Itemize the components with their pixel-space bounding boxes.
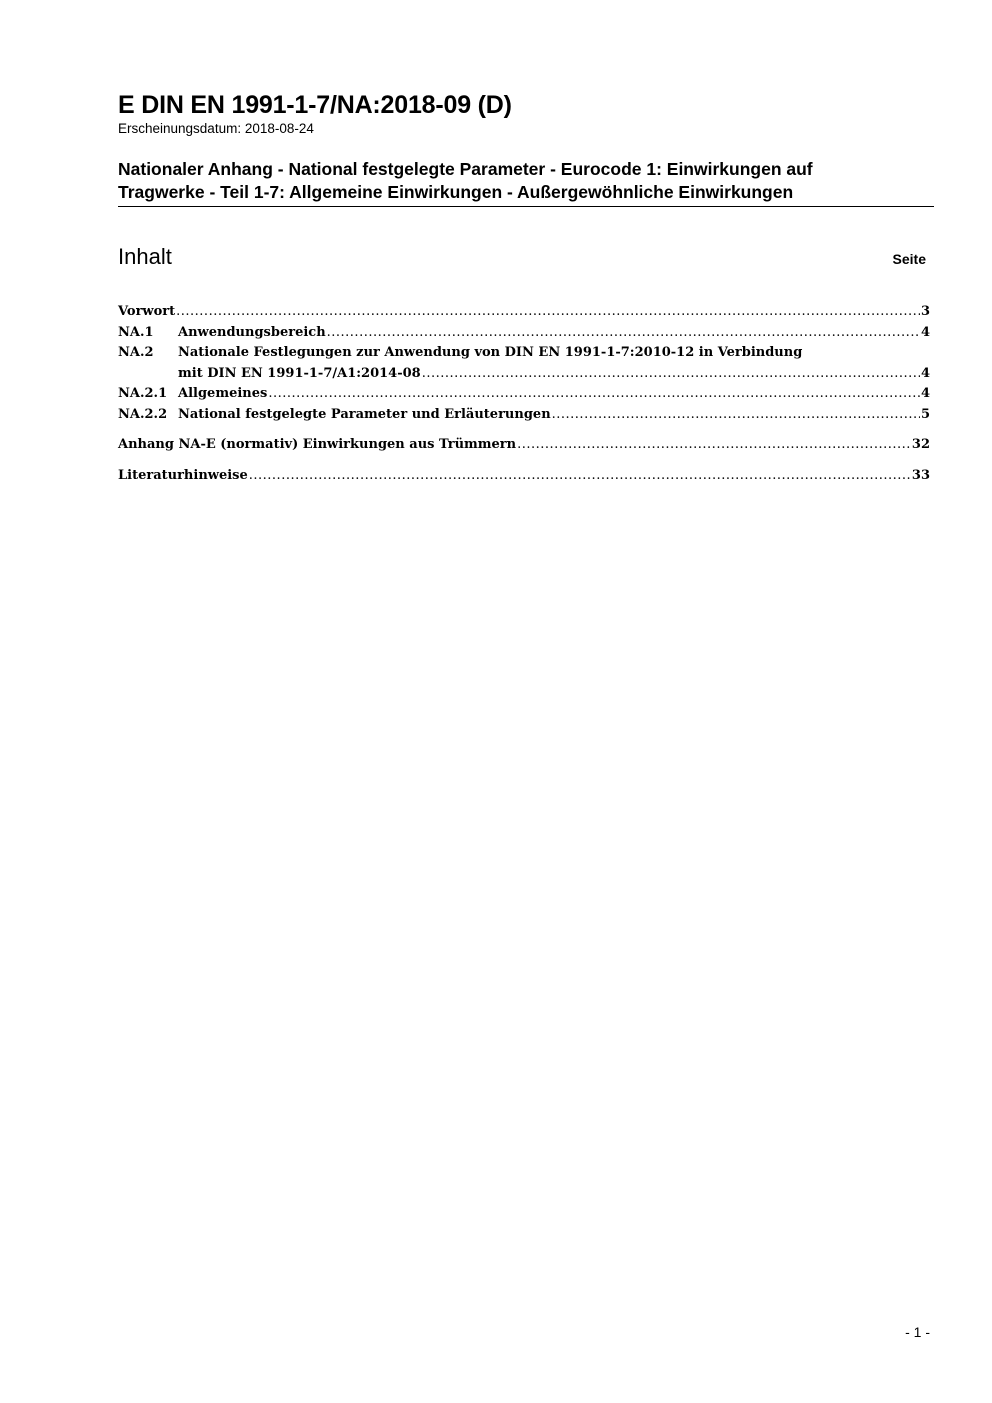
toc-leader-dots bbox=[422, 364, 920, 385]
toc-entry-number: NA.1 bbox=[118, 324, 154, 340]
toc-entry-text: National festgelegte Parameter und Erläuterungen bbox=[178, 406, 551, 422]
toc-entry-text: Anwendungsbereich bbox=[178, 324, 326, 340]
toc-entry-anhang-na-e[interactable] bbox=[118, 435, 930, 456]
toc-entry-page: 5 bbox=[920, 406, 930, 422]
toc-entry-text: Anhang NA-E (normativ) Einwirkungen aus Trümmern bbox=[118, 437, 517, 452]
toc-entry-text-continued: mit DIN EN 1991-1-7/A1:2014-08 bbox=[178, 365, 421, 381]
document-title: E DIN EN 1991-1-7/NA:2018-09 (D) bbox=[118, 91, 512, 119]
toc-entry-na-2-1[interactable] bbox=[118, 384, 930, 405]
toc-entry-text: Vorwort bbox=[118, 304, 176, 319]
toc-entry-number: NA.2 bbox=[118, 345, 154, 360]
toc-entry-page: 32 bbox=[911, 437, 930, 452]
document-subtitle bbox=[118, 158, 934, 207]
toc-entry-na-2[interactable] bbox=[118, 343, 930, 384]
toc-spacer bbox=[118, 425, 930, 435]
toc-entry-text: Nationale Festlegungen zur Anwendung von DIN EN 1991-1-7:2010-12 in Verbindung bbox=[178, 345, 803, 360]
toc-heading bbox=[118, 244, 926, 270]
toc-leader-dots bbox=[249, 466, 911, 487]
toc-entry-na-1[interactable] bbox=[118, 323, 930, 344]
toc-leader-dots bbox=[517, 435, 911, 456]
toc-leader-dots bbox=[176, 302, 920, 323]
toc-leader-dots bbox=[552, 405, 920, 426]
toc-spacer bbox=[118, 456, 930, 466]
toc-entry-page: 33 bbox=[911, 467, 930, 483]
toc-page-label: Seite bbox=[892, 251, 926, 267]
toc-entry-page: 4 bbox=[920, 365, 930, 381]
document-header bbox=[118, 90, 934, 137]
toc-entry-na-2-2[interactable] bbox=[118, 405, 930, 426]
subtitle-line-2: Tragwerke - Teil 1-7: Allgemeine Einwirkungen - Außergewöhnliche Einwirkungen bbox=[118, 182, 794, 202]
toc-entry-page: 4 bbox=[920, 324, 930, 340]
toc-leader-dots bbox=[268, 384, 920, 405]
toc-entry-literaturhinweise[interactable] bbox=[118, 466, 930, 487]
publication-date: Erscheinungsdatum: 2018-08-24 bbox=[118, 121, 314, 136]
toc-entry-page: 4 bbox=[920, 386, 930, 401]
table-of-contents bbox=[118, 302, 930, 486]
toc-title: Inhalt bbox=[118, 244, 172, 269]
toc-entry-number: NA.2.1 bbox=[118, 386, 168, 401]
toc-leader-dots bbox=[327, 323, 920, 344]
toc-entry-number: NA.2.2 bbox=[118, 406, 168, 422]
subtitle-line-1: Nationaler Anhang - National festgelegte Parameter - Eurocode 1: Einwirkungen auf bbox=[118, 159, 813, 179]
toc-entry-text: Literaturhinweise bbox=[118, 467, 248, 483]
toc-entry-text: Allgemeines bbox=[178, 386, 268, 401]
page-number: - 1 - bbox=[905, 1324, 930, 1340]
toc-entry-vorwort[interactable] bbox=[118, 302, 930, 323]
toc-entry-page: 3 bbox=[920, 304, 930, 319]
